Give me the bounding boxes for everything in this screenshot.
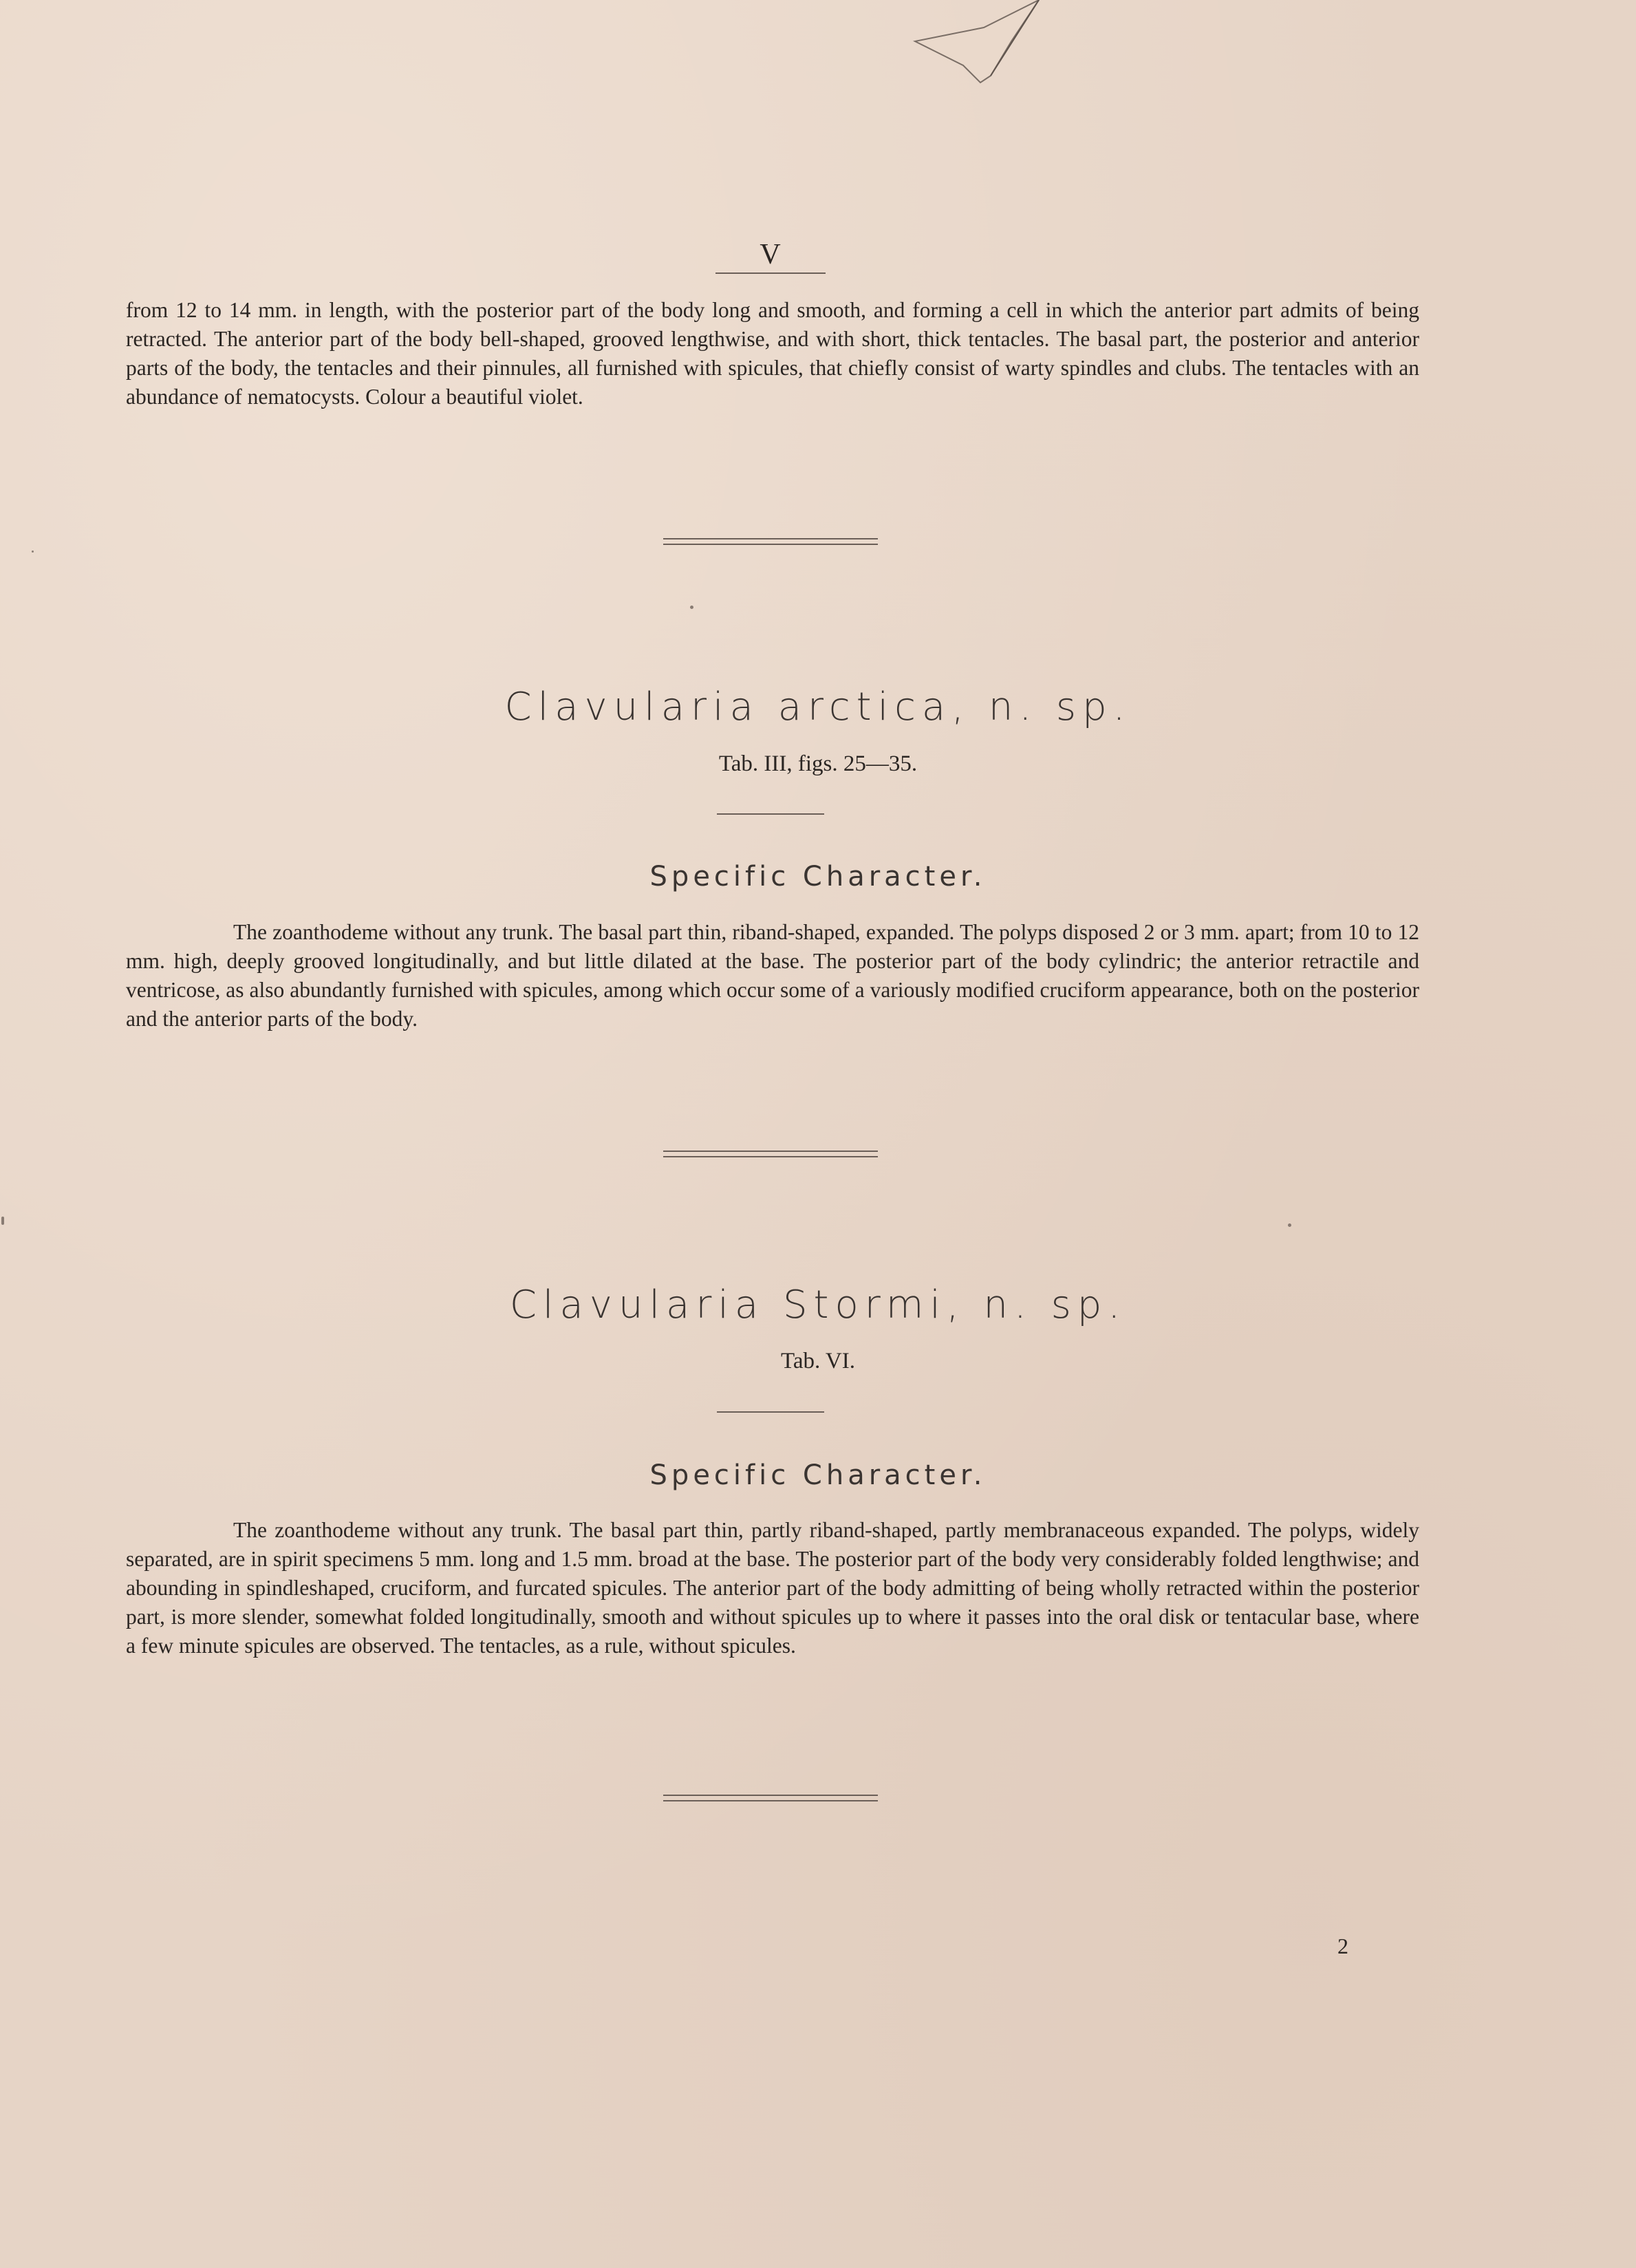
section-divider — [663, 538, 878, 545]
paper-speck — [1, 1217, 4, 1225]
paper-speck — [690, 606, 693, 609]
continuation-paragraph: from 12 to 14 mm. in length, with the posterior part of the body long and smooth, and forming a cell in which the anterior part admits of being retracted. The anterior part of the body bell-shaped, grooved lengthwise, and with short, thick tentacles. The basal part, the posterior and anterior parts of the body, the tentacles and their pinnules, all furnished with spicules, that chiefly consist of warty spindles and clubs. The tentacles with an abundance of nematocysts. Colour a beautiful violet. — [126, 298, 1419, 409]
section-marker-rule — [715, 272, 826, 274]
species-plate-reference: Tab. III, figs. 25—35. — [718, 751, 918, 776]
torn-corner-mark — [908, 0, 1046, 96]
paper-speck — [32, 550, 34, 553]
section-marker: V — [760, 239, 782, 270]
species-description: The zoanthodeme without any trunk. The basal part thin, partly riband-shaped, partly membranaceous expanded. The polyps, widely separated, are in spirit specimens 5 mm. long and 1.5 mm. broad at the base. The posterior part of the body very considerably folded lengthwise; and abounding in spindleshaped, cruciform, and furcated spicules. The anterior part of the body admitting of being wholly retracted within the posterior part, is more slender, somewhat folded longitudinally, smooth and without spicules up to where it passes into the oral disk or tentacular base, where a few minute spicules are observed. The tentacles, as a rule, without spicules. — [126, 1518, 1419, 1658]
species-title: Clavularia Stormi, n. sp. — [509, 1283, 1127, 1327]
title-rule — [717, 1411, 824, 1413]
species-title: Clavularia arctica, n. sp. — [504, 685, 1132, 729]
paper-speck — [1288, 1223, 1291, 1227]
section-divider — [663, 1795, 878, 1801]
title-rule — [717, 813, 824, 815]
specific-character-heading: Specific Character. — [649, 1459, 987, 1491]
species-plate-reference: Tab. VI. — [781, 1349, 855, 1373]
specific-character-heading: Specific Character. — [649, 861, 987, 892]
species-description: The zoanthodeme without any trunk. The basal part thin, riband-shaped, expanded. The polyps disposed 2 or 3 mm. apart; from 10 to 12 mm. high, deeply grooved longitudinally, and but little dilated at the base. The posterior part of the body cylindric; the anterior retractile and ventricose, as also abundantly furnished with spicules, among which occur some of a variously modified cruciform appearance, both on the posterior and the anterior parts of the body. — [126, 920, 1419, 1031]
page-number: 2 — [1337, 1934, 1348, 1958]
section-divider — [663, 1151, 878, 1157]
